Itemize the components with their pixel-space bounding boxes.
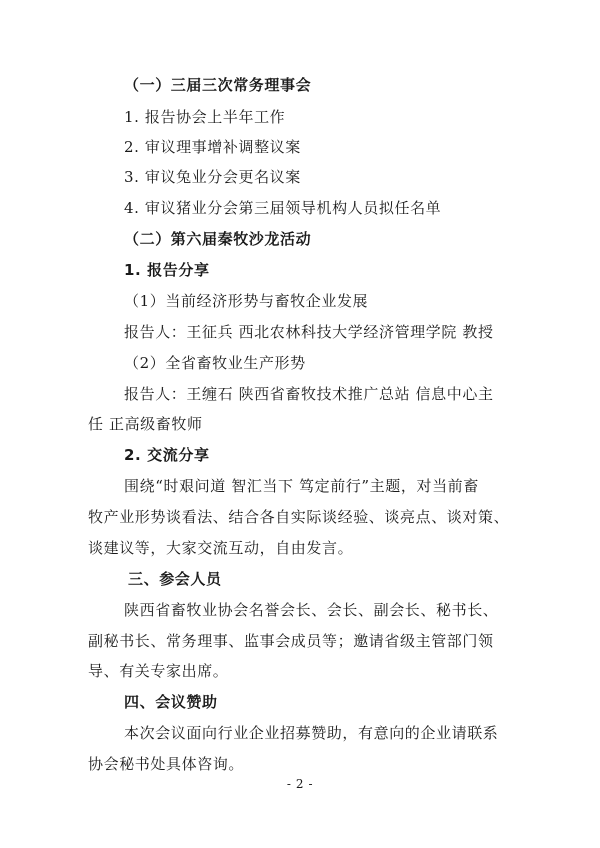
reporter-1: 报告人：王征兵 西北农林科技大学经济管理学院 教授 xyxy=(124,323,494,341)
attendees-line-1: 陕西省畜牧业协会名誉会长、会长、副会长、秘书长、 xyxy=(124,601,499,619)
section-heading-salon: （二）第六届秦牧沙龙活动 xyxy=(124,230,312,248)
report-topic-2: （2）全省畜牧业生产形势 xyxy=(124,354,306,372)
section-heading-sponsorship: 四、会议赞助 xyxy=(124,693,218,711)
subheading-report-sharing: 1. 报告分享 xyxy=(124,261,210,279)
exchange-paragraph-line-2: 牧产业形势谈看法、结合各自实际谈经验、谈亮点、谈对策、 xyxy=(88,508,510,526)
attendees-line-3: 导、有关专家出席。 xyxy=(88,662,229,680)
reporter-2-line-2: 任 正高级畜牧师 xyxy=(88,415,203,433)
reporter-2-line-1: 报告人：王缠石 陕西省畜牧技术推广总站 信息中心主 xyxy=(124,385,494,403)
exchange-paragraph-line-1: 围绕“时艰问道 智汇当下 笃定前行”主题，对当前畜 xyxy=(124,477,479,495)
attendees-line-2: 副秘书长、常务理事、监事会成员等；邀请省级主管部门领 xyxy=(88,632,494,650)
page-number: - 2 - xyxy=(286,777,314,791)
agenda-item-1: 1. 报告协会上半年工作 xyxy=(124,108,286,126)
section-heading-standing-council: （一）三届三次常务理事会 xyxy=(124,76,312,94)
sponsorship-line-1: 本次会议面向行业企业招募赞助，有意向的企业请联系 xyxy=(124,724,499,742)
agenda-item-3: 3. 审议兔业分会更名议案 xyxy=(124,168,301,186)
subheading-exchange-sharing: 2. 交流分享 xyxy=(124,446,210,464)
agenda-item-4: 4. 审议猪业分会第三届领导机构人员拟任名单 xyxy=(124,199,442,217)
sponsorship-line-2: 协会秘书处具体咨询。 xyxy=(88,755,245,773)
section-heading-attendees: 三、参会人员 xyxy=(128,570,222,588)
report-topic-1: （1）当前经济形势与畜牧企业发展 xyxy=(124,292,369,310)
exchange-paragraph-line-3: 谈建议等，大家交流互动，自由发言。 xyxy=(88,539,354,557)
agenda-item-2: 2. 审议理事增补调整议案 xyxy=(124,138,301,156)
